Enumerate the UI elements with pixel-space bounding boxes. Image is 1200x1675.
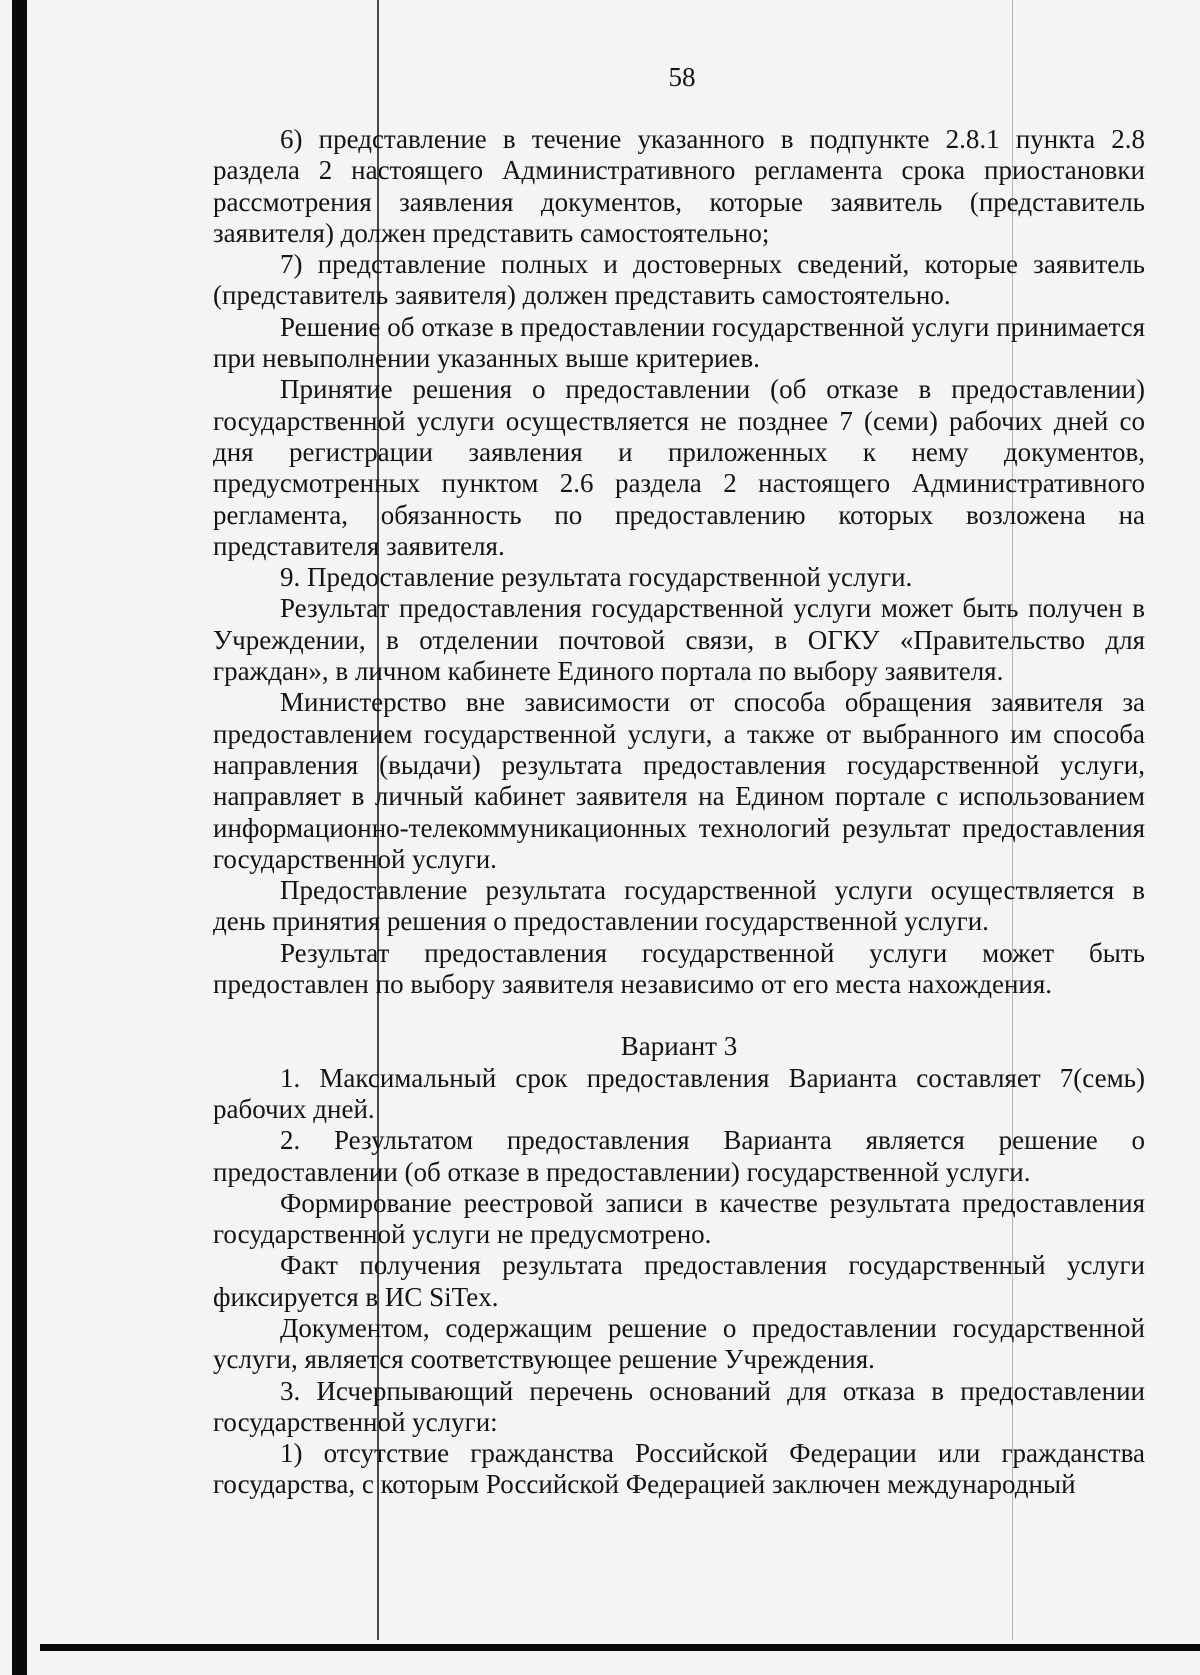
paragraph: Предоставление результата государственной услуги осуществляется в день принятия решения о предоставлении государственной услуги. (213, 875, 1145, 937)
scan-border-bottom (40, 1644, 1200, 1651)
scan-border-left (12, 0, 27, 1675)
paragraph: 1. Максимальный срок предоставления Варианта составляет 7(семь) рабочих дней. (213, 1062, 1145, 1124)
paragraph: Факт получения результата предоставления государственный услуги фиксируется в ИС SiTex. (213, 1250, 1145, 1312)
variant-heading: Вариант 3 (620, 1031, 738, 1062)
paragraph: 7) представление полных и достоверных сведений, которые заявитель (представитель заявителя) должен представить самостоятельно. (213, 249, 1145, 311)
paragraph: 1) отсутствие гражданства Российской Федерации или гражданства государства, с которым Российской Федерацией заключен международный (213, 1438, 1145, 1500)
paragraph: 3. Исчерпывающий перечень оснований для отказа в предоставлении государственной услуги: (213, 1375, 1145, 1437)
paragraph: 9. Предоставление результата государственной услуги. (280, 562, 913, 593)
paragraph: Результат предоставления государственной услуги может быть получен в Учреждении, в отделении почтовой связи, в ОГКУ «Правительство для граждан», в личном кабинете Единого портала по выбору заявителя. (213, 593, 1145, 687)
paragraph: Документом, содержащим решение о предоставлении государственной услуги, является соответствующее решение Учреждения. (213, 1312, 1145, 1375)
paragraph: 6) представление в течение указанного в подпункте 2.8.1 пункта 2.8 раздела 2 настоящего Административного регламента срока приостановки рассмотрения заявления документов, которые заявитель (представитель заявителя) должен представить самостоятельно; (213, 124, 1145, 248)
paragraph: Министерство вне зависимости от способа обращения заявителя за предоставлением государственной услуги, а также от выбранного им способа направления (выдачи) результата предоставления государственной услуги, направляет в личный кабинет заявителя на Едином портале с использованием информационно-телекоммуникационных технологий результат предоставления государственной услуги. (213, 687, 1145, 874)
paragraph: Формирование реестровой записи в качестве результата предоставления государственной услуги не предусмотрено. (213, 1187, 1145, 1250)
paragraph: Решение об отказе в предоставлении государственной услуги принимается при невыполнении указанных выше критериев. (213, 311, 1145, 374)
document-body (213, 124, 1145, 1501)
paragraph: 2. Результатом предоставления Варианта является решение о предоставлении (об отказе в предоставлении) государственной услуги. (213, 1125, 1145, 1187)
page-number: 58 (668, 62, 696, 92)
paragraph: Результат предоставления государственной услуги может быть предоставлен по выбору заявителя независимо от его места нахождения. (213, 937, 1145, 1000)
paragraph: Принятие решения о предоставлении (об отказе в предоставлении) государственной услуги осуществляется не позднее 7 (семи) рабочих дней со дня регистрации заявления и приложенных к нему документов, предусмотренных пунктом 2.6 раздела 2 настоящего Административного регламента, обязанность по предоставлению которых возложена на представителя заявителя. (213, 374, 1145, 561)
